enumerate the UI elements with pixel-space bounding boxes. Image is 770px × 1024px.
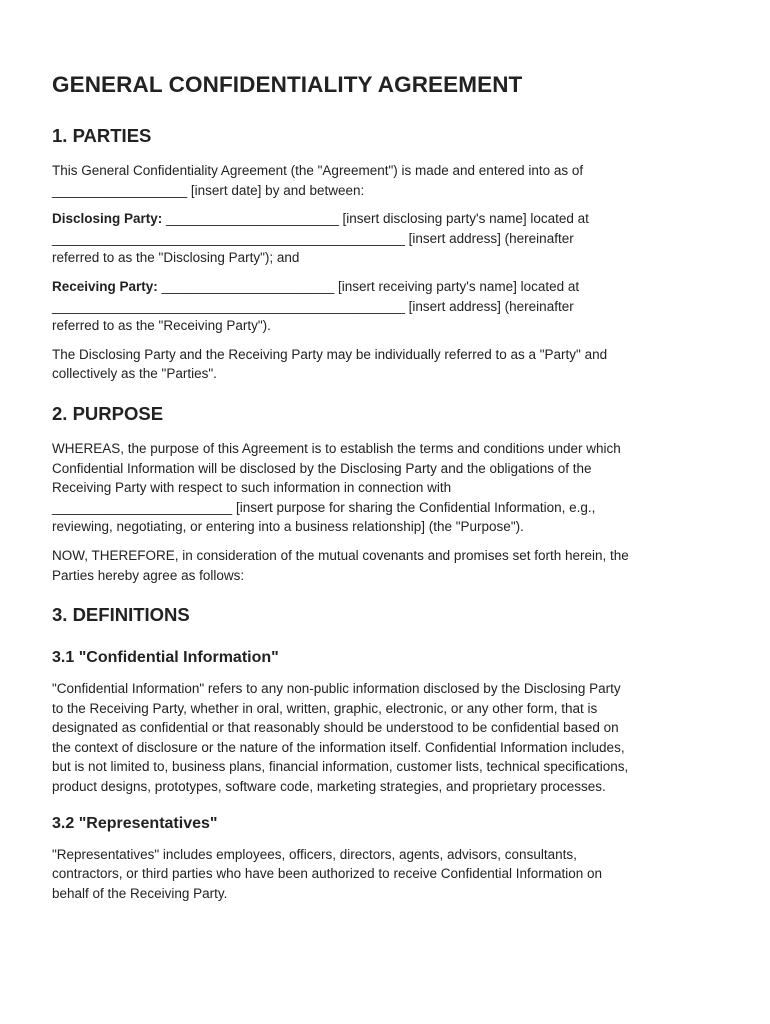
section-definitions xyxy=(52,603,718,903)
subsection-confidential-information xyxy=(52,647,718,797)
text-line: _______________________ [insert disclosing party's name] located at xyxy=(162,211,589,227)
text-line: collectively as the "Parties". xyxy=(52,366,217,382)
receiving-party-paragraph xyxy=(52,277,718,336)
text-line: Confidential Information will be disclosed by the Disclosing Party and the obligations of the xyxy=(52,460,592,476)
text-line: __________________ [insert date] by and between: xyxy=(52,182,365,198)
section-heading-definitions: 3. DEFINITIONS xyxy=(52,604,190,626)
text-line: ________________________ [insert purpose for sharing the Confidential Information, e.g., xyxy=(52,499,596,515)
confidential-definition-paragraph xyxy=(52,679,718,797)
text-line: contractors, or third parties who have been authorized to receive Confidential Information on xyxy=(52,866,603,882)
disclosing-party-paragraph xyxy=(52,209,718,268)
text-line: but is not limited to, business plans, financial information, customer lists, technical specifications, xyxy=(52,759,629,775)
text-line: designated as confidential or that reasonably should be understood to be confidential based on xyxy=(52,720,619,736)
receiving-party-label: Receiving Party: xyxy=(52,278,158,294)
subsection-heading-confidential: 3.1 "Confidential Information" xyxy=(52,649,279,667)
text-line: behalf of the Receiving Party. xyxy=(52,885,228,901)
text-line: WHEREAS, the purpose of this Agreement is to establish the terms and conditions under which xyxy=(52,440,621,456)
text-line: _______________________ [insert receiving party's name] located at xyxy=(157,278,580,294)
parties-intro-paragraph xyxy=(52,161,718,200)
now-therefore-paragraph xyxy=(52,546,718,585)
whereas-paragraph xyxy=(52,439,718,537)
disclosing-party-label: Disclosing Party: xyxy=(52,211,163,227)
text-line: Receiving Party with respect to such information in connection with xyxy=(52,480,452,496)
text-line: Parties hereby agree as follows: xyxy=(52,567,245,583)
section-heading-parties: 1. PARTIES xyxy=(52,125,152,146)
document-page xyxy=(52,70,718,921)
representatives-definition-paragraph xyxy=(52,845,718,904)
text-line: reviewing, negotiating, or entering into a business relationship] (the "Purpose"). xyxy=(52,519,524,535)
text-line: The Disclosing Party and the Receiving Party may be individually referred to as a "Party" and xyxy=(52,346,608,362)
text-line: _______________________________________________ [insert address] (hereinafter xyxy=(52,298,574,314)
text-line: "Representatives" includes employees, officers, directors, agents, advisors, consultants, xyxy=(52,846,577,862)
text-line: product designs, prototypes, software code, marketing strategies, and proprietary processes. xyxy=(52,779,606,795)
parties-collective-paragraph xyxy=(52,345,718,384)
text-line: This General Confidentiality Agreement (the "Agreement") is made and entered into as of xyxy=(52,163,584,178)
subsection-representatives xyxy=(52,813,718,904)
section-purpose xyxy=(52,402,718,585)
text-line: the context of disclosure or the nature of the information itself. Confidential Information includes, xyxy=(52,739,625,755)
text-line: referred to as the "Receiving Party"). xyxy=(52,318,271,334)
section-parties xyxy=(52,124,718,384)
text-line: "Confidential Information" refers to any non-public information disclosed by the Disclosing Party xyxy=(52,681,621,697)
text-line: _______________________________________________ [insert address] (hereinafter xyxy=(52,230,574,246)
text-line: NOW, THEREFORE, in consideration of the mutual covenants and promises set forth herein, the xyxy=(52,547,629,563)
text-line: to the Receiving Party, whether in oral, written, graphic, electronic, or any other form, that is xyxy=(52,700,598,716)
document-title: GENERAL CONFIDENTIALITY AGREEMENT xyxy=(52,72,523,97)
subsection-heading-representatives: 3.2 "Representatives" xyxy=(52,814,218,832)
section-heading-purpose: 2. PURPOSE xyxy=(52,402,164,424)
text-line: referred to as the "Disclosing Party"); and xyxy=(52,250,300,266)
